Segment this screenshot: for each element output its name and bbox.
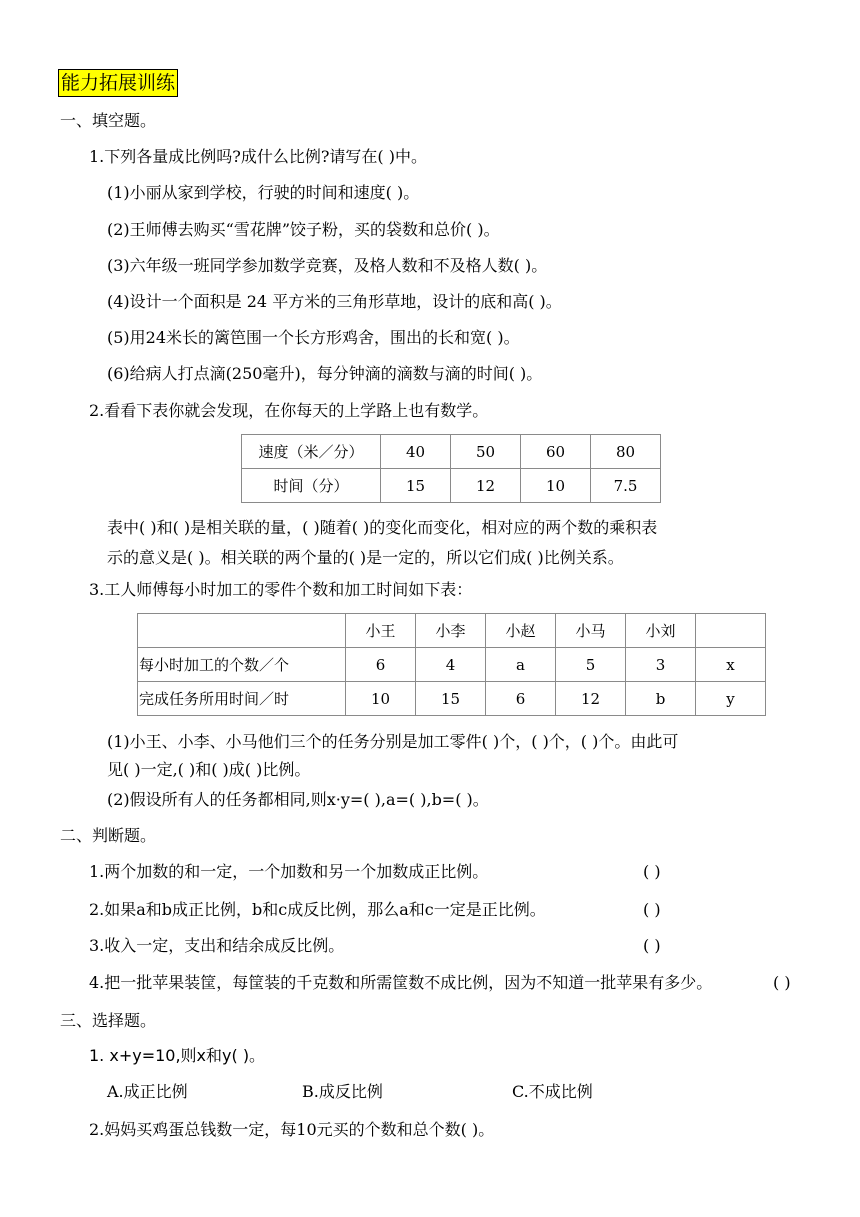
table-cell: 时间（分） — [242, 469, 381, 503]
judge-item: 2.如果a和b成正比例，b和c成反比例，那么a和c一定是正比例。 — [89, 900, 546, 919]
table-cell: 小赵 — [486, 614, 556, 648]
choice-question-1: 1. x+y=10,则x和y( )。 — [89, 1046, 266, 1065]
question-3-prompt: 3.工人师傅每小时加工的零件个数和加工时间如下表： — [89, 580, 473, 599]
table-cell — [138, 614, 346, 648]
table-cell: x — [696, 648, 766, 682]
judge-answer-blank: ( ) — [643, 900, 661, 919]
question-2-text: 表中( )和( )是相关联的量，( )随着( )的变化而变化，相对应的两个数的乘积表 — [107, 518, 658, 537]
speed-time-table — [241, 434, 661, 503]
judge-item: 3.收入一定，支出和结余成反比例。 — [89, 936, 345, 955]
table-cell: 6 — [346, 648, 416, 682]
table-cell: 小刘 — [626, 614, 696, 648]
question-3-text: 见( )一定,( )和( )成( )比例。 — [107, 760, 311, 779]
section-choice-title: 三、选择题。 — [60, 1011, 157, 1030]
table-cell: 小李 — [416, 614, 486, 648]
worker-parts-table — [137, 613, 766, 716]
table-cell: 每小时加工的个数／个 — [138, 648, 346, 682]
question-1-item: (6)给病人打点滴(250毫升)，每分钟滴的滴数与滴的时间( )。 — [107, 364, 543, 383]
table-cell: 速度（米／分） — [242, 435, 381, 469]
table-cell: 80 — [591, 435, 661, 469]
question-2-prompt: 2.看看下表你就会发现，在你每天的上学路上也有数学。 — [89, 401, 489, 420]
question-2-text: 示的意义是( )。相关联的两个量的( )是一定的，所以它们成( )比例关系。 — [107, 548, 624, 567]
table-cell: y — [696, 682, 766, 716]
table-cell: a — [486, 648, 556, 682]
judge-answer-blank: ( ) — [643, 862, 661, 881]
question-1-item: (4)设计一个面积是 24 平方米的三角形草地，设计的底和高( )。 — [107, 292, 562, 311]
question-3-text: (1)小王、小李、小马他们三个的任务分别是加工零件( )个，( )个，( )个。由此可 — [107, 732, 679, 751]
question-1-item: (2)王师傅去购买“雪花牌”饺子粉，买的袋数和总价( )。 — [107, 220, 500, 239]
table-cell: 4 — [416, 648, 486, 682]
question-1-prompt: 1.下列各量成比例吗?成什么比例?请写在( )中。 — [89, 147, 427, 166]
section-badge: 能力拓展训练 — [58, 69, 178, 97]
table-cell: 5 — [556, 648, 626, 682]
choice-option-b: B.成反比例 — [302, 1082, 383, 1101]
choice-question-2: 2.妈妈买鸡蛋总钱数一定，每10元买的个数和总个数( )。 — [89, 1120, 495, 1139]
choice-option-a: A.成正比例 — [107, 1082, 188, 1101]
table-cell: 60 — [521, 435, 591, 469]
table-cell: 3 — [626, 648, 696, 682]
table-row — [138, 682, 766, 716]
table-cell: 50 — [451, 435, 521, 469]
table-cell: 12 — [451, 469, 521, 503]
question-1-item: (5)用24米长的篱笆围一个长方形鸡舍，围出的长和宽( )。 — [107, 328, 520, 347]
section-fill-title: 一、填空题。 — [60, 111, 157, 130]
table-cell: 10 — [521, 469, 591, 503]
table-cell: b — [626, 682, 696, 716]
table-cell: 15 — [416, 682, 486, 716]
table-cell: 小王 — [346, 614, 416, 648]
table-row — [242, 435, 661, 469]
table-cell: 12 — [556, 682, 626, 716]
table-cell: 10 — [346, 682, 416, 716]
choice-option-c: C.不成比例 — [512, 1082, 593, 1101]
table-row — [138, 614, 766, 648]
judge-item: 1.两个加数的和一定，一个加数和另一个加数成正比例。 — [89, 862, 489, 881]
question-1-item: (3)六年级一班同学参加数学竞赛，及格人数和不及格人数( )。 — [107, 256, 548, 275]
table-cell: 7.5 — [591, 469, 661, 503]
section-judge-title: 二、判断题。 — [60, 826, 157, 845]
judge-item: 4.把一批苹果装筐，每筐装的千克数和所需筐数不成比例，因为不知道一批苹果有多少。 — [89, 973, 713, 992]
table-cell: 完成任务所用时间／时 — [138, 682, 346, 716]
question-3-text: (2)假设所有人的任务都相同,则x·y=( ),a=( ),b=( )。 — [107, 790, 489, 809]
question-1-item: (1)小丽从家到学校，行驶的时间和速度( )。 — [107, 183, 420, 202]
table-cell: 40 — [381, 435, 451, 469]
judge-answer-blank: ( ) — [643, 936, 661, 955]
table-cell: 小马 — [556, 614, 626, 648]
table-row — [138, 648, 766, 682]
table-cell: 15 — [381, 469, 451, 503]
judge-answer-blank: ( ) — [773, 973, 791, 992]
table-cell: 6 — [486, 682, 556, 716]
table-cell — [696, 614, 766, 648]
table-row — [242, 469, 661, 503]
